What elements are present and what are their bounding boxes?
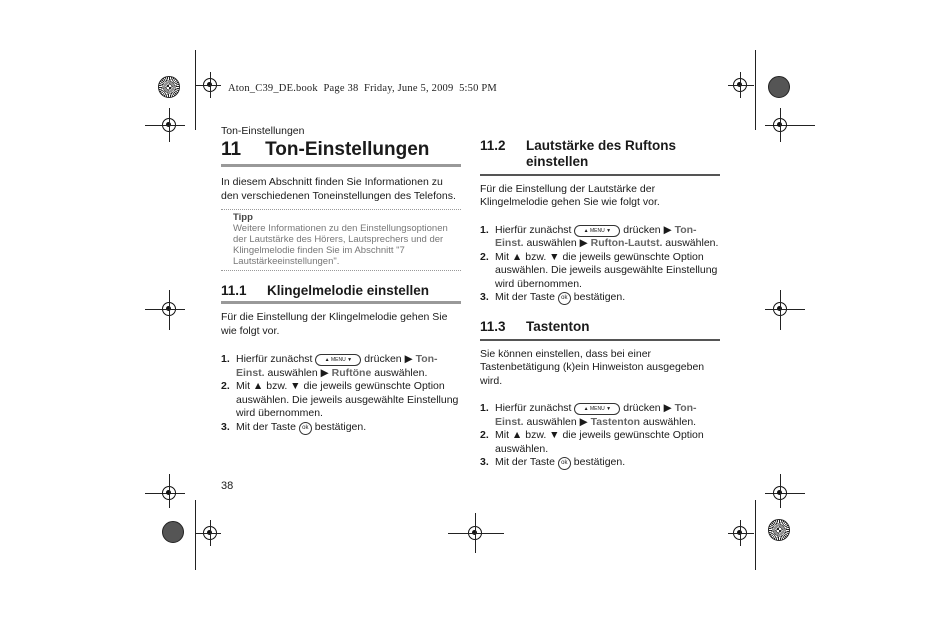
steps-list [221,353,461,435]
section-rule [221,301,461,304]
menu-key-icon: ▲ MENU ▼ [574,225,620,237]
section-rule [480,339,720,341]
page-number: 38 [221,480,234,492]
section-heading [480,138,720,170]
section-title: Tastenton [526,319,590,334]
left-column [221,125,461,435]
step-text [495,224,720,251]
step-text-part: auswählen ▶ [526,415,588,428]
list-item [480,429,720,456]
step-text-part: Mit der Taste [495,291,555,303]
step-text [236,421,366,435]
list-item [221,421,461,435]
list-item [221,353,461,380]
color-calibration-mark-icon [768,76,790,98]
list-item [221,380,461,421]
tip-title: Tipp [233,212,253,223]
step-number: 3. [480,456,489,468]
menu-key-icon: ▲ MENU ▼ [574,403,620,415]
running-head: Ton-Einstellungen [221,125,305,137]
step-text [495,291,625,305]
section-rule [480,174,720,176]
step-text-part: auswählen. [665,237,719,249]
list-item [480,402,720,429]
color-calibration-mark-icon [158,76,180,98]
menu-path-item: Tastenton [590,415,641,428]
tip-box [221,209,461,271]
ok-key-icon: ok [558,292,571,305]
step-text-part: bestätigen. [573,456,626,468]
step-text-part: auswählen ▶ [526,237,588,249]
step-number: 2. [480,429,489,441]
step-number: 3. [221,420,230,433]
step-text: Mit ▲ bzw. ▼ die jeweils gewünschte Option auswählen. Die jeweils ausgewählte Einstellung wird übernommen. [495,250,718,290]
step-number: 2. [221,380,230,392]
section-title: Lautstärke des Ruftons einstellen [526,138,677,169]
section-number: 11.3 [480,319,506,334]
print-header: Aton_C39_DE.book Page 38 Friday, June 5, 2009 5:50 PM [228,83,497,94]
chapter-title-text: Ton-Einstellungen [265,139,430,160]
color-calibration-mark-icon [162,521,184,543]
list-item [480,251,720,292]
menu-path-item: Ruftöne [331,366,372,379]
menu-path-item: Ton-Einst. [495,223,697,249]
section-heading [221,283,461,299]
steps-list [480,402,720,470]
step-text [236,353,461,380]
list-item [480,456,720,470]
section-intro: Sie können einstellen, dass bei einer Tastenbetätigung (k)ein Hinweiston ausgegeben wird. [480,347,705,387]
step-text: Mit ▲ bzw. ▼ die jeweils gewünschte Option auswählen. [495,429,704,455]
step-text: Mit ▲ bzw. ▼ die jeweils gewünschte Option auswählen. Die jeweils ausgewählte Einstellung wird übernommen. [236,380,459,419]
step-number: 2. [480,250,489,263]
ok-key-icon: ok [299,422,312,435]
section-intro: Für die Einstellung der Lautstärke der Klingelmelodie gehen Sie wie folgt vor. [480,182,660,208]
chapter-title [221,139,461,161]
chapter-number: 11 [221,139,242,160]
step-text-part: Mit der Taste [236,420,296,433]
step-text-part: Hierfür zunächst [236,353,313,365]
step-text-part: Hierfür zunächst [495,402,572,414]
step-number: 1. [480,223,489,236]
section-heading [480,319,720,335]
section-11-1 [221,283,461,435]
section-11-3 [480,319,720,470]
section-number: 11.2 [480,138,506,153]
ok-key-icon: ok [558,457,571,470]
section-title: Klingelmelodie einstellen [267,283,430,298]
step-text [495,456,625,470]
step-text-part: auswählen. [642,415,697,428]
step-text-part: Hierfür zunächst [495,223,572,236]
step-number: 3. [480,291,489,303]
step-text-part: bestätigen. [573,291,626,303]
step-number: 1. [480,402,489,414]
menu-path-item: Ton-Einst. [236,353,438,379]
step-text-part: drücken ▶ [623,223,672,236]
list-item [480,291,720,305]
section-intro: Für die Einstellung der Klingelmelodie gehen Sie wie folgt vor. [221,311,448,337]
section-11-2 [480,138,720,305]
step-text-part: auswählen. [374,366,428,379]
step-number: 1. [221,353,230,365]
chapter-intro: In diesem Abschnitt finden Sie Informationen zu den verschiedenen Toneinstellungen des Telefons. [221,176,456,202]
steps-list [480,224,720,306]
step-text-part: bestätigen. [314,420,367,433]
step-text-part: Mit der Taste [495,456,555,468]
right-column [480,138,720,470]
menu-path-item: Rufton-Lautst. [590,237,663,249]
step-text-part: drücken ▶ [364,353,413,365]
menu-key-icon: ▲ MENU ▼ [315,354,361,366]
tip-body: Weitere Informationen zu den Einstellungsoptionen der Lautstärke des Hörers, Lautsprechers und der Klingelmelodie finden Sie im Abschnitt "7 Lautstärkeeinstellungen". [233,223,448,267]
color-calibration-mark-icon [768,519,790,541]
list-item [480,224,720,251]
menu-path-item: Ton-Einst. [495,402,697,428]
section-number: 11.1 [221,283,247,298]
step-text [495,402,720,429]
chapter-rule [221,164,461,167]
step-text-part: auswählen ▶ [267,366,329,379]
step-text-part: drücken ▶ [623,402,672,414]
